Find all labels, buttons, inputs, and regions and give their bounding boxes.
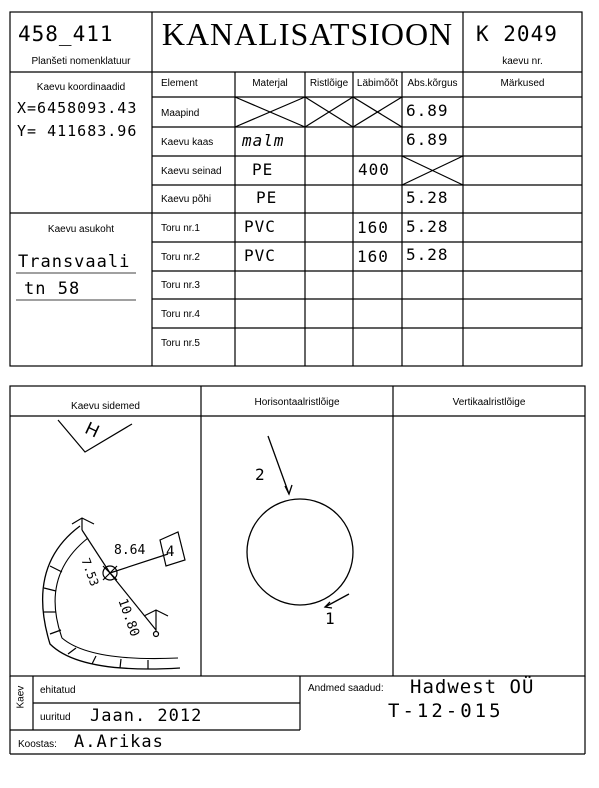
table-cell-diameter: 160 bbox=[357, 218, 389, 237]
horizontal-section-sketch bbox=[201, 416, 393, 676]
built-label: ehitatud bbox=[40, 685, 76, 696]
compiled-value: A.Arikas bbox=[74, 732, 164, 752]
coord-x: X=6458093.43 bbox=[17, 99, 138, 117]
table-row-element: Toru nr.3 bbox=[161, 280, 200, 291]
sheet-label: Planšeti nomenklatuur bbox=[31, 56, 131, 67]
table-cell-height: 5.28 bbox=[406, 217, 449, 236]
table-row-element: Maapind bbox=[161, 108, 200, 119]
vertical-section-label: Vertikaalristlõige bbox=[452, 397, 526, 408]
data-source-value: Hadwest OÜ bbox=[410, 676, 535, 698]
col-header-element: Element bbox=[161, 78, 198, 89]
table-row-element: Kaevu põhi bbox=[161, 194, 212, 205]
table-cell-height: 6.89 bbox=[406, 101, 449, 120]
page-title: KANALISATSIOON bbox=[161, 16, 454, 52]
col-header-material: Materjal bbox=[252, 78, 288, 89]
surveyed-value: Jaan. 2012 bbox=[90, 706, 203, 726]
table-cell-diameter: 160 bbox=[357, 247, 389, 266]
table-row-element: Toru nr.2 bbox=[161, 252, 200, 263]
location-label: Kaevu asukoht bbox=[47, 224, 115, 235]
sheet-number: 458_411 bbox=[18, 22, 114, 46]
table-cell-material: malm bbox=[242, 131, 285, 150]
table-row-element: Kaevu kaas bbox=[161, 137, 214, 148]
connections-label: Kaevu sidemed bbox=[71, 401, 140, 412]
col-header-section: Ristlõige bbox=[309, 78, 349, 89]
sketch-dist-1: 8.64 bbox=[114, 543, 146, 558]
table-cell-material: PE bbox=[252, 160, 274, 179]
col-header-height: Abs.kõrgus bbox=[407, 78, 458, 89]
table-cell-material: PVC bbox=[244, 246, 276, 265]
location-line2: tn 58 bbox=[24, 279, 81, 299]
sketch-dist-3: 10.80 bbox=[114, 596, 142, 639]
well-vertical-label: Kaev bbox=[15, 685, 27, 709]
table-row-element: Kaevu seinad bbox=[161, 166, 222, 177]
well-label: kaevu nr. bbox=[502, 56, 543, 67]
pipe-1-label: 1 bbox=[325, 609, 335, 628]
table-cell-height: 6.89 bbox=[406, 130, 449, 149]
location-line1: Transvaali bbox=[18, 252, 131, 272]
table-row-element: Toru nr.5 bbox=[161, 338, 200, 349]
horizontal-section-label: Horisontaalristlõige bbox=[254, 397, 340, 408]
sketch-box-label: 4 bbox=[166, 544, 175, 560]
data-source-label: Andmed saadud: bbox=[308, 683, 384, 694]
pipe-2-label: 2 bbox=[255, 465, 265, 484]
surveyed-label: uuritud bbox=[40, 712, 71, 723]
well-number: K 2049 bbox=[476, 22, 558, 46]
table-row-element: Toru nr.1 bbox=[161, 223, 200, 234]
coord-y: Y= 411683.96 bbox=[17, 122, 138, 140]
table-cell-material: PE bbox=[256, 188, 278, 207]
table-cell-height: 5.28 bbox=[406, 245, 449, 264]
col-header-diameter: Läbimõõt bbox=[356, 78, 399, 89]
col-header-notes: Märkused bbox=[500, 78, 545, 89]
sketch-dist-2: 7.53 bbox=[78, 556, 102, 589]
data-ref-value: T-12-015 bbox=[388, 700, 504, 722]
table-row-element: Toru nr.4 bbox=[161, 309, 200, 320]
table-cell-diameter: 400 bbox=[358, 160, 390, 179]
table-cell-material: PVC bbox=[244, 217, 276, 236]
coords-label: Kaevu koordinaadid bbox=[36, 82, 126, 93]
connections-sketch bbox=[10, 416, 201, 676]
table-cell-height: 5.28 bbox=[406, 188, 449, 207]
compiled-label: Koostas: bbox=[18, 739, 57, 750]
sketch-h-label: H bbox=[82, 417, 103, 442]
